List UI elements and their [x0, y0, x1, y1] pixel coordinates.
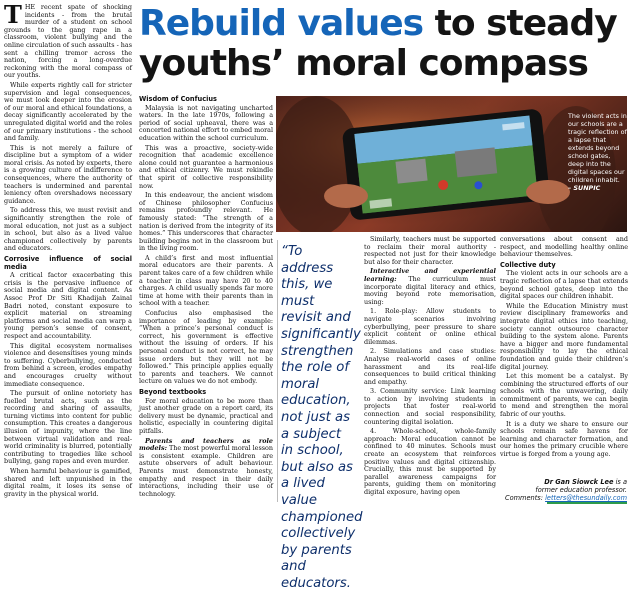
- paragraph: Similarly, teachers must be supported to reclaim their moral authority - respected not just for their knowledge but also for their character.: [364, 235, 496, 266]
- paragraph: To address this, we must revisit and significantly strengthen the role of moral education, not just as a subject in school, but also as a lived value championed collectively by parents and educators.: [4, 206, 132, 253]
- author-name: Dr Gan Siowck Lee: [544, 478, 614, 486]
- photo-caption: [568, 112, 628, 192]
- paragraph: When harmful behaviour is gamified, shared and left unpunished in the digital realm, it loses its sense of gravity in the physical world.: [4, 467, 132, 498]
- list-item: 3. Community service: Link learning to action by involving students in projects that foster real-world connection and social responsibility, countering digital isolation.: [364, 387, 496, 426]
- subheading: Beyond textbooks: [139, 387, 207, 396]
- paragraph: Let this moment be a catalyst. By combining the structured efforts of our schools with the unwavering, daily commitment of parents, we can begin to mend and strengthen the moral fabric of our youths.: [500, 372, 628, 419]
- drop-cap: T: [4, 0, 22, 29]
- headline-black: to steady: [423, 3, 617, 44]
- author-credit: [505, 478, 627, 502]
- paragraph: The curriculum must incorporate digital literacy and ethics, moving beyond rote memorisation, using:: [364, 274, 496, 306]
- paragraph: HE recent spate of shocking incidents - from the brutal murder of a student on school grounds to the gang rape in a classroom, violent bullying and the online circulation of such assaults - has sent a chilling tremor across the nation, forcing a long-overdue reckoning with the moral compass of our youths.: [4, 3, 132, 80]
- paragraph: conversations about consent and respect, and modelling healthy online behaviour themselves.: [500, 235, 628, 259]
- article-column-3: [364, 236, 496, 499]
- list-item: 2. Simulations and case studies: Analyse real-world cases of online harassment and its real-life consequences to build critical thinking and empathy.: [364, 347, 496, 386]
- subheading: Wisdom of Confucius: [139, 95, 217, 103]
- pull-quote: “To address this, we must revisit and significantly strengthen the role of moral education, not just as a subject in school, but also as a lived value championed collectively by parents and educators.: [281, 244, 363, 591]
- caption-text: The violent acts in our schools are a tragic reflection of a lapse that extends beyond school gates, deep into the digital spaces our children inhabit.: [568, 112, 627, 184]
- article-column-1: [4, 0, 132, 500]
- paragraph: This is not merely a failure of discipline but a symptom of a wider moral crisis. As noted by experts, there is a growing culture of indifference to consequences, where the authority of teachers is undermined and parental leniency often overshadows necessary guidance.: [4, 143, 132, 205]
- author-suffix: is a: [613, 478, 627, 486]
- article-column-4: [500, 236, 628, 461]
- comments-label: Comments:: [505, 494, 546, 502]
- list-item: 4. Whole-school, whole-family approach: Moral education cannot be confined to 40 minutes. Schools must create an ecosystem that reinforces positive values and digital citizenship. Crucially, this must be supported by parallel awareness campaigns for parents, guiding them on monitoring digital exposure, having open: [364, 427, 496, 496]
- headline-blue: Rebuild values: [139, 3, 424, 44]
- paragraph: The pursuit of online notoriety has fuelled brutal acts, such as the recording and sharing of assaults, turning victims into content for public consumption. This creates a dangerous illusion of impunity, where the line between virtual validation and real-world criminality is blurred, potentially contributing to tragedies like school bullying, gang rapes and even murder.: [4, 389, 132, 466]
- author-underline: [547, 502, 627, 504]
- photo-credit: – SUNPIC: [568, 184, 601, 192]
- paragraph: The most powerful moral lesson is consistent example. Children are astute observers of adult behaviour. Parents must demonstrate honesty, empathy and respect in their daily interactions, including their use of technology.: [139, 444, 273, 498]
- paragraph: It is a duty we share to ensure our schools remain safe havens for learning and character formation, and our homes the primary crucible where virtue is forged from a young age.: [500, 419, 628, 459]
- paragraph: A critical factor exacerbating this crisis is the pervasive influence of social media and digital content. As Assoc Prof Dr Siti Khadijah Zainal Badri noted, constant exposure to explicit material on streaming platforms and social media can warp a young person’s sense of consent, respect and accountability.: [4, 271, 132, 340]
- comments-email-link[interactable]: letters@thesundaily.com: [545, 494, 627, 502]
- paragraph: In this endeavour, the ancient wisdom of Chinese philosopher Confucius remains profoundly relevant. He famously stated: “The strength of a nation is derived from the integrity of its homes.” This underscores that character building begins not in the classroom but in the living room.: [139, 191, 273, 253]
- inline-heading: Parents and teachers as role models:: [139, 436, 273, 453]
- article-column-2: [139, 96, 273, 500]
- paragraph: Malaysia is not navigating uncharted waters. In the late 1970s, following a period of social upheaval, there was a concerted national effort to embed moral education within the school curriculum.: [139, 103, 273, 142]
- list-item: 1. Role-play: Allow students to navigate scenarios involving cyberbullying, peer pressure to share explicit content or online ethical dilemmas.: [364, 307, 496, 346]
- paragraph: A child’s first and most influential moral educators are their parents. A parent takes care of a few children while a teacher in class may have 20 to 40 charges. A child usually spends far more time at home with their parents than in school with a teacher.: [139, 253, 273, 308]
- paragraph: This was a proactive, society-wide recognition that academic excellence alone could not guarantee a harmonious and ethical citizenry. We must rekindle that spirit of collective responsibility now.: [139, 143, 273, 190]
- subheading: Corrosive influence of social media: [4, 255, 132, 271]
- quote-divider: [277, 240, 278, 502]
- subheading: Collective duty: [500, 260, 556, 269]
- author-role: former education professor.: [535, 486, 627, 494]
- paragraph: For moral education to be more than just another grade on a report card, its delivery must be dynamic, practical and holistic, especially in countering digital pitfalls.: [139, 396, 273, 435]
- headline: [139, 4, 633, 84]
- paragraph: Confucius also emphasised the importance of leading by example: “When a prince’s personal conduct is correct, his government is effective without the issuing of orders. If his personal conduct is not correct, he may issue orders but they will not be followed.” This principle applies equally to parents and teachers. We cannot lecture on values we do not embody.: [139, 309, 273, 386]
- paragraph: While the Education Ministry must review disciplinary frameworks and integrate digital ethics into teaching, society cannot outsource character building to the system alone. Parents have a bigger and more fundamental responsibility to lay the ethical foundation and guide their children’s digital journey.: [500, 301, 628, 371]
- headline-line2: youths’ moral compass: [139, 43, 588, 84]
- paragraph: The violent acts in our schools are a tragic reflection of a lapse that extends beyond school gates, deep into the digital spaces our children inhabit.: [500, 269, 628, 301]
- paragraph: This digital ecosystem normalises violence and desensitises young minds to suffering. Cyberbullying, conducted from behind a screen, erodes empathy and encourages cruelty without immediate consequence.: [4, 341, 132, 388]
- paragraph: While experts rightly call for stricter supervision and legal consequences, we must look deeper into the erosion of our moral and ethical foundations, a decay significantly accelerated by the unregulated digital world and the roles of our primary institutions - the school and family.: [4, 80, 132, 143]
- inline-heading: Interactive and experiential learning:: [364, 267, 496, 283]
